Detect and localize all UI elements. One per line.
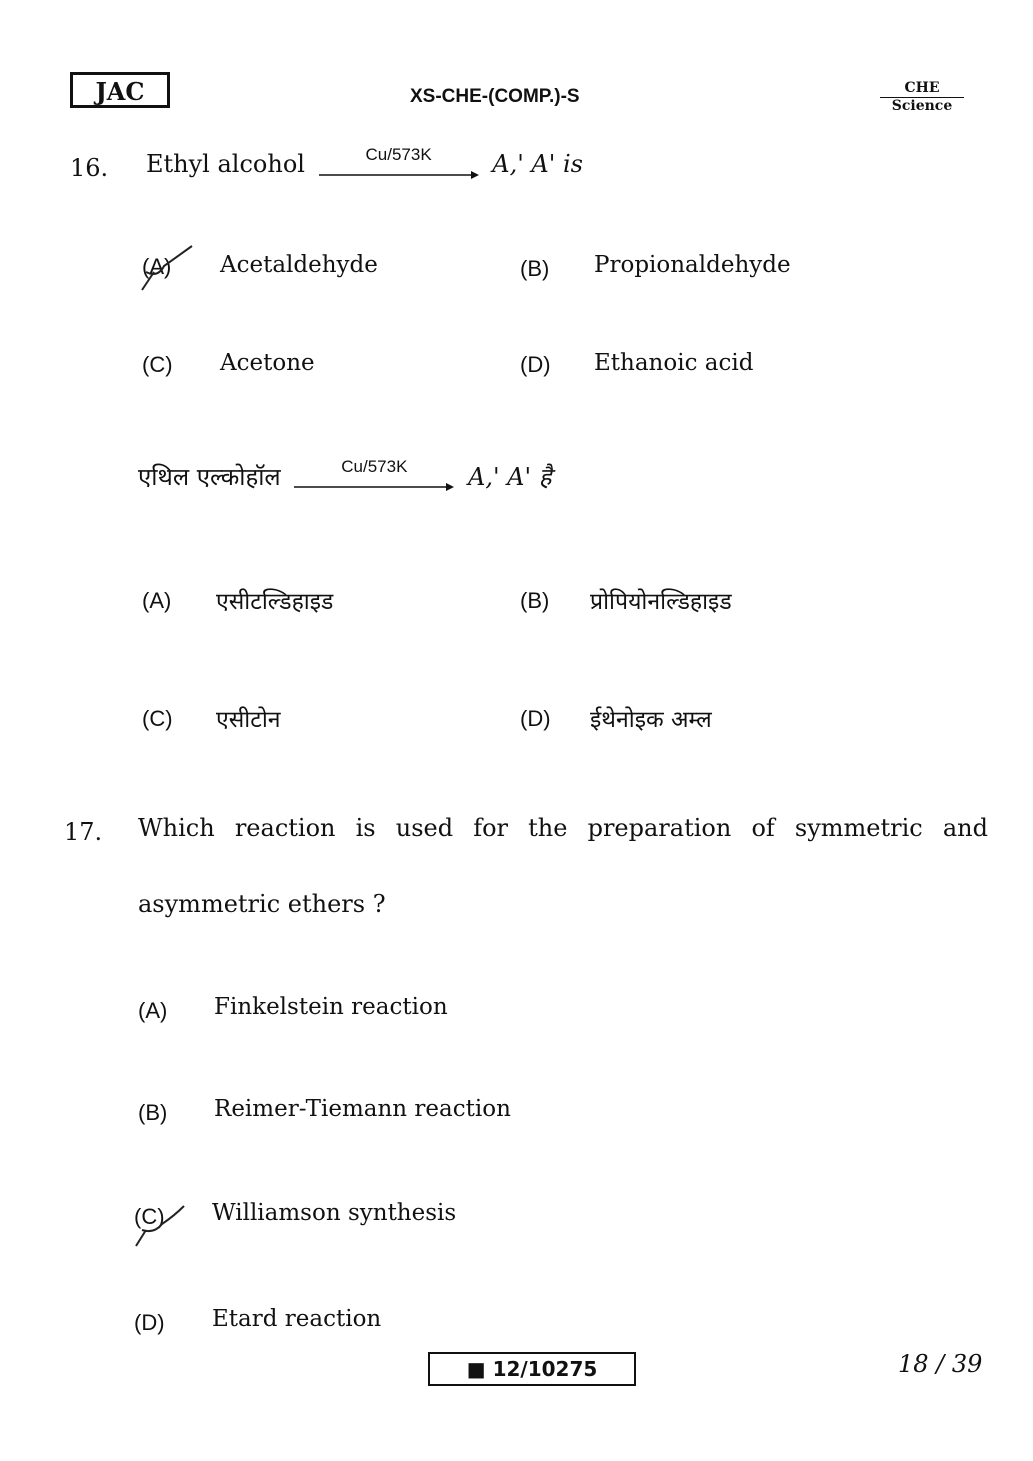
q17-opt-b-label: (B)	[138, 1100, 168, 1125]
q17-opt-a-label: (A)	[138, 998, 168, 1023]
q16-en-opt-c-label: (C)	[142, 352, 173, 377]
q17-number: 17.	[64, 818, 103, 846]
q16-hi-opt-b-label: (B)	[520, 588, 550, 613]
q17-opt-d-text: Etard reaction	[212, 1306, 382, 1332]
arrow-icon	[319, 169, 479, 181]
reaction-arrow	[319, 144, 479, 181]
q17-opt-b-text: Reimer-Tiemann reaction	[214, 1096, 511, 1122]
subject-bottom: Science	[891, 98, 953, 114]
q16-number: 16.	[70, 154, 109, 182]
subject-label	[880, 80, 964, 114]
arrow-icon	[294, 481, 454, 493]
q16-reactant: Ethyl alcohol	[146, 150, 305, 178]
reaction-arrow-hi	[294, 457, 454, 493]
q16-reactant-hi: एथिल एल्कोहॉल	[138, 463, 281, 491]
q16-hi-opt-b-text: प्रोपियोनल्डिहाइड	[590, 589, 732, 615]
q16-en-opt-a-label: (A)	[142, 254, 172, 279]
tick-mark-icon	[136, 244, 196, 296]
q16-product: A,' A' is	[492, 150, 583, 178]
reaction-condition: Cu/573K	[365, 144, 432, 164]
q17-opt-a-text: Finkelstein reaction	[214, 994, 448, 1020]
jac-badge: JAC	[70, 72, 170, 108]
q16-en-opt-d-text: Ethanoic acid	[594, 350, 754, 376]
tick-mark-icon	[130, 1200, 190, 1252]
q16-hi-opt-d-text: ईथेनोइक अम्ल	[590, 707, 712, 733]
subject-top: CHE	[880, 80, 964, 98]
q16-hi-opt-d-label: (D)	[520, 706, 551, 731]
q17-stem: Which reaction is used for the preparation of symmetric and asymmetric ethers ?	[138, 814, 988, 918]
q16-en-opt-b-label: (B)	[520, 256, 550, 281]
reaction-condition-hi: Cu/573K	[341, 457, 408, 476]
q16-en-opt-d-label: (D)	[520, 352, 551, 377]
page-number: 18 / 39	[898, 1350, 983, 1378]
q16-hi-opt-a-label: (A)	[142, 588, 172, 613]
q16-product-hi: A,' A' है	[467, 463, 552, 491]
q16-hi-opt-c-text: एसीटोन	[216, 707, 281, 733]
q17-opt-c-label: (C)	[134, 1204, 165, 1229]
q16-hi-opt-a-text: एसीटल्डिहाइड	[216, 589, 334, 615]
footer-code: ■ 12/10275	[428, 1352, 636, 1386]
q16-en-opt-a-text: Acetaldehyde	[220, 252, 378, 278]
q17-opt-d-label: (D)	[134, 1310, 165, 1335]
q16-stem-hi	[138, 457, 552, 493]
q16-en-opt-c-text: Acetone	[220, 350, 315, 376]
paper-code: XS-CHE-(COMP.)-S	[410, 86, 580, 107]
q16-en-opt-b-text: Propionaldehyde	[594, 252, 791, 278]
q17-opt-c-text: Williamson synthesis	[212, 1200, 457, 1226]
q16-hi-opt-c-label: (C)	[142, 706, 173, 731]
q16-stem-en	[146, 144, 583, 181]
